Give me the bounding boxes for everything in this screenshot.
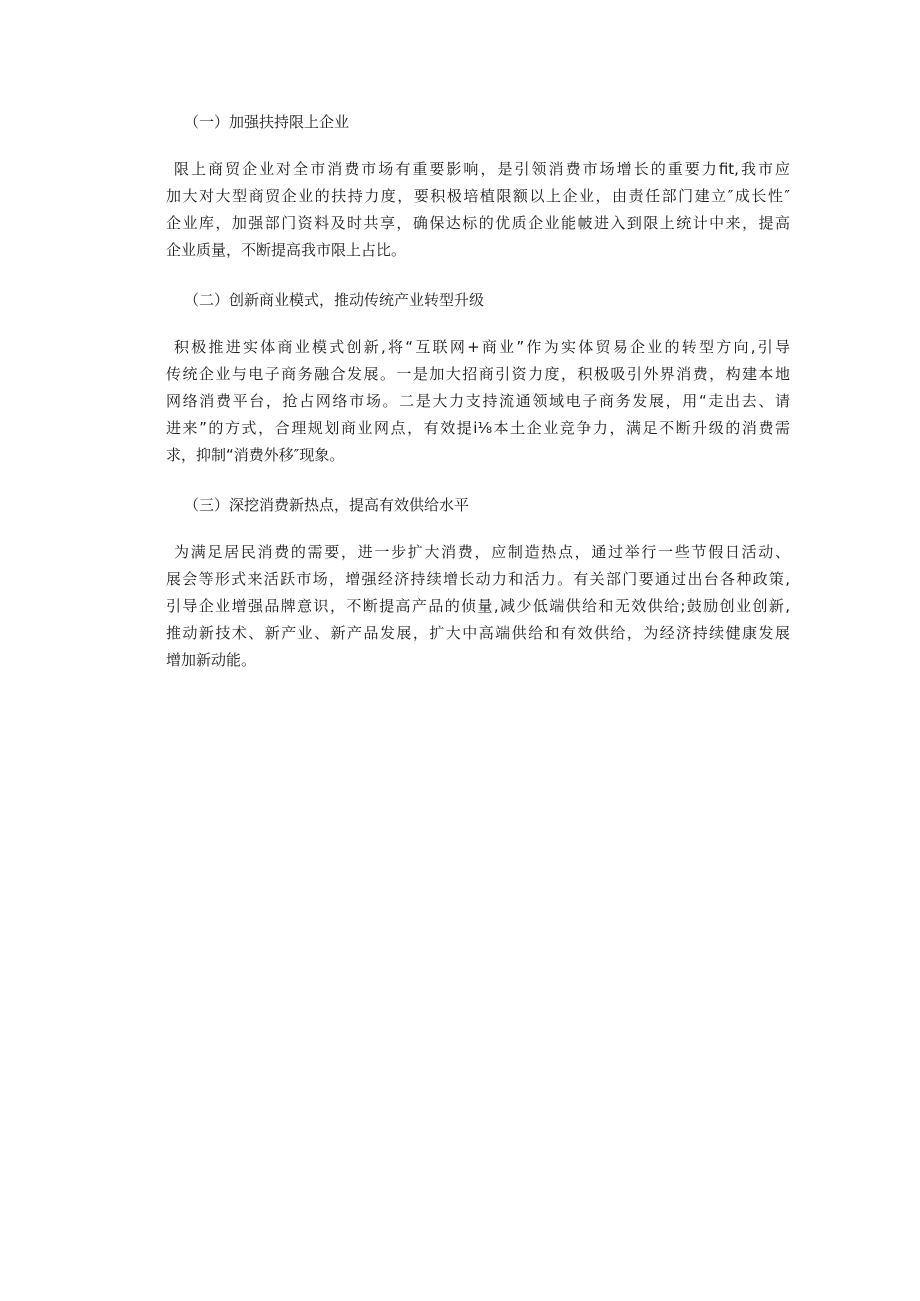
paragraph-line: 积极推进实体商业模式创新,将“互联网+商业”作为实体贸易企业的转型方向,引导 bbox=[174, 338, 790, 356]
paragraph-line: 增加新动能。 bbox=[166, 651, 257, 669]
paragraph-line: 为满足居民消费的需要，进一步扩大消费，应制造热点，通过举行一些节假日活动、 bbox=[174, 543, 790, 561]
section-heading-1: （一）加强扶持限上企业 bbox=[184, 113, 350, 131]
paragraph-line: 企业质量，不断提高我市限上占比。 bbox=[166, 241, 407, 259]
section-heading-2: （二）创新商业模式，推动传统产业转型升级 bbox=[184, 291, 485, 309]
paragraph-line: 加大对大型商贸企业的扶持力度，要积极培植限额以上企业，由责任部门建立″成长性″ bbox=[166, 187, 790, 205]
paragraph-line: 推动新技术、新产业、新产品发展，扩大中高端供给和有效供给，为经济持续健康发展 bbox=[166, 624, 790, 642]
paragraph-line: 企业库，加强部门资料及时共享，确保达标的优质企业能帔进入到限上统计中来，提高 bbox=[166, 214, 790, 232]
paragraph-line: 网络消费平台，抢占网络市场。二是大力支持流通领域电子商务发展，用“走出去、请 bbox=[166, 392, 790, 410]
section-paragraph-2 bbox=[166, 334, 790, 469]
paragraph-line: 引导企业增强品牌意识，不断提高产品的侦量,减少低端供给和无效供给;鼓励创业创新, bbox=[166, 597, 790, 615]
section-paragraph-3 bbox=[166, 539, 790, 674]
section-heading-3: （三）深挖消费新热点，提高有效供给水平 bbox=[184, 496, 470, 514]
paragraph-line: 传统企业与电子商务融合发展。一是加大招商引资力度，积极吸引外界消费，构建本地 bbox=[166, 365, 790, 383]
section-paragraph-1 bbox=[166, 156, 790, 264]
paragraph-line: 进来”的方式，合理规划商业网点，有效提i⅛本土企业竞争力，满足不断升级的消费需 bbox=[166, 419, 790, 437]
paragraph-line: 限上商贸企业对全市消费市场有重要影响，是引领消费市场增长的重要力fit,我市应 bbox=[174, 160, 790, 178]
paragraph-line: 求，抑制“消费外移″现象。 bbox=[166, 446, 345, 464]
paragraph-line: 展会等形式来活跃市场，增强经济持续增长动力和活力。有关部门要通过出台各种政策, bbox=[166, 570, 790, 588]
document-body bbox=[166, 108, 790, 696]
